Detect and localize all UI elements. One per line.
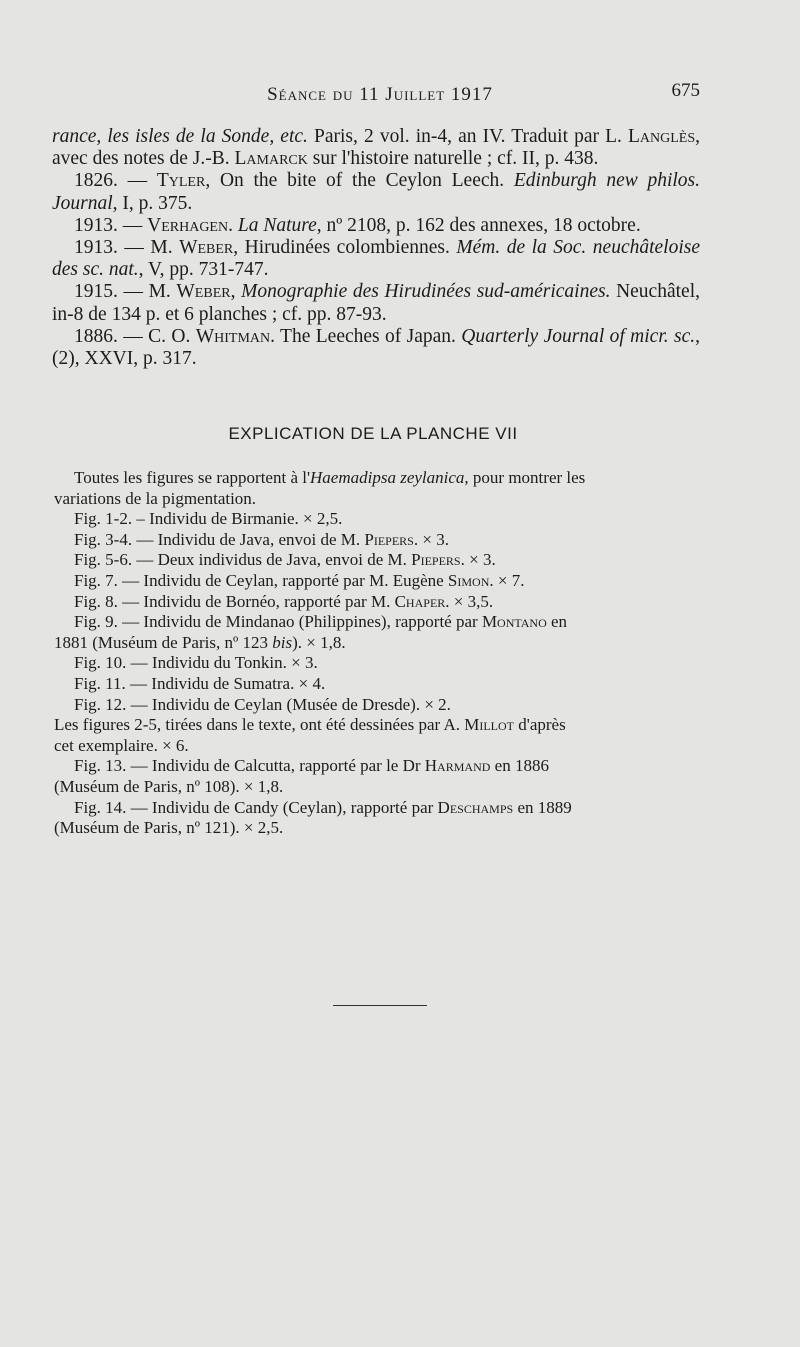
text-run: , (230, 281, 242, 303)
text-run: Fig. 10. — Individu du Tonkin. × 3. (74, 653, 318, 673)
text-run: d'après (514, 715, 566, 735)
text-run: Fig. 13. — Individu de Calcutta, rapporté par le Dr (74, 756, 425, 776)
text-run: , On the bite of the Ceylon Leech. (205, 170, 514, 192)
text-run: , pour montrer les (464, 468, 586, 487)
text-run: Fig. 1-2. – Individu de Birmanie. × 2,5. (74, 509, 343, 529)
section-title: EXPLICATION DE LA PLANCHE VII (228, 424, 518, 443)
italic-text: La Nature (237, 214, 317, 236)
text-run: . × 3. (413, 529, 449, 549)
author-name: Whitman (195, 325, 271, 347)
text-run: . × 3,5. (445, 591, 494, 611)
text-run: — C. O. (117, 325, 196, 347)
text-run: , nº 2108, p. 162 des annexes, 18 octobre. (316, 214, 641, 236)
text-run: , Hirudinées colombiennes. (233, 237, 457, 259)
author-name: Chaper (394, 591, 446, 611)
author-name: Verhagen (147, 214, 229, 236)
explanation-line (54, 509, 700, 530)
text-run: , (2), XXVI, p. 317. (52, 325, 701, 370)
italic-text: Monographie des Hirudinées sud-américaines. (241, 281, 611, 303)
text-run: Fig. 11. — Individu de Sumatra. × 4. (74, 673, 326, 693)
author-name: Piepers (411, 550, 461, 570)
italic-text: rance, les isles de la Sonde, etc. (52, 126, 308, 147)
explanation-line (54, 777, 700, 798)
text-run: Fig. 5-6. — Deux individus de Java, envoi de M. (74, 550, 412, 570)
author-name: Weber (179, 237, 234, 259)
text-run: Fig. 12. — Individu de Ceylan (Musée de Dresde). × 2. (74, 694, 451, 714)
reference-entry (52, 281, 700, 325)
reference-entry (52, 326, 700, 370)
reference-year: 1913. (74, 214, 118, 236)
italic-text: Haemadipsa zeylanica (310, 468, 465, 487)
explanation-line (54, 695, 700, 716)
page-header (60, 80, 700, 110)
text-run: Les figures 2-5, tirées dans le texte, ont été dessinées par A. (54, 715, 465, 735)
text-run: Neuchâtel, in-8 de 134 p. et 6 planches ; cf. pp. 87-93. (52, 281, 700, 325)
reference-year: 1826. (74, 170, 118, 192)
text-run: (Muséum de Paris, nº 121). × 2,5. (54, 818, 284, 838)
text-run: en 1889 (513, 797, 572, 817)
explanation-line (54, 736, 700, 757)
text-run: Fig. 8. — Individu de Bornéo, rapporté par M. (74, 591, 395, 611)
text-run: sur l'histoire naturelle ; cf. II, p. 438. (307, 148, 599, 170)
explanation-line (54, 489, 700, 510)
author-name: Harmand (424, 756, 491, 776)
text-run: , avec des notes de J.-B. (52, 126, 700, 170)
running-title: Séance du 11 Juillet 1917 (267, 84, 493, 105)
text-run: ). × 1,8. (292, 632, 346, 652)
text-run: , I, p. 375. (112, 192, 193, 214)
author-name: Millot (464, 715, 515, 735)
author-name: Deschamps (437, 797, 514, 817)
text-run: Fig. 9. — Individu de Mindanao (Philippines), rapporté par (74, 612, 482, 632)
text-run: (Muséum de Paris, nº 108). × 1,8. (54, 776, 284, 796)
explanation-line (54, 530, 700, 551)
text-run: . The Leeches of Japan. (270, 325, 462, 347)
explanation-line (54, 550, 700, 571)
explanation-line (54, 715, 700, 736)
author-name: Montano (481, 612, 547, 632)
author-name: Piepers (364, 529, 414, 549)
italic-text: Edinburgh new philos. Journal (52, 170, 701, 214)
reference-year: 1913. (74, 237, 118, 259)
plate-explanation (54, 468, 700, 839)
text-run: Fig. 3-4. — Individu de Java, envoi de M. (74, 529, 365, 549)
text-run: — M. (117, 237, 180, 259)
explanation-line (54, 756, 700, 777)
reference-entry (52, 170, 700, 214)
explanation-line (54, 592, 700, 613)
author-name: Langlès (627, 126, 696, 147)
text-run: Paris, 2 vol. in-4, an IV. Traduit par L. (307, 126, 628, 147)
text-run: en (546, 612, 568, 632)
reference-year: 1886. (74, 325, 118, 347)
italic-text: Quarterly Journal of micr. sc. (461, 325, 696, 347)
reference-entry (52, 237, 700, 281)
reference-entry (52, 215, 700, 237)
author-name: Tyler (156, 170, 206, 192)
italic-text: bis (272, 632, 293, 652)
explanation-line (54, 653, 700, 674)
text-run: variations de la pigmentation. (54, 488, 257, 508)
text-run: — M. (117, 281, 177, 303)
author-name: Lamarck (234, 148, 308, 170)
text-run: cet exemplaire. × 6. (54, 735, 189, 755)
explanation-line (54, 674, 700, 695)
text-run: en 1886 (490, 756, 549, 776)
text-run: Toutes les figures se rapportent à l' (74, 468, 311, 487)
explanation-line (54, 818, 700, 839)
explanation-line (54, 468, 700, 489)
explanation-line (54, 612, 700, 633)
explanation-line (54, 798, 700, 819)
reference-entry (52, 126, 700, 170)
text-run: . × 7. (489, 570, 525, 590)
text-run: . (228, 214, 238, 236)
end-rule (333, 1005, 427, 1006)
text-run: , V, pp. 731-747. (138, 259, 269, 281)
reference-year: 1915. (74, 281, 118, 303)
bibliography-references (52, 126, 700, 370)
explanation-line (54, 571, 700, 592)
text-run: 1881 (Muséum de Paris, nº 123 (54, 632, 273, 652)
author-name: Simon (447, 570, 490, 590)
text-run: Fig. 14. — Individu de Candy (Ceylan), rapporté par (74, 797, 438, 817)
text-run: Fig. 7. — Individu de Ceylan, rapporté par M. Eugène (74, 570, 448, 590)
author-name: Weber (176, 281, 231, 303)
text-run: — (117, 170, 157, 192)
explanation-line (54, 633, 700, 654)
page-number: 675 (671, 80, 700, 101)
italic-text: Mém. de la Soc. neuchâteloise des sc. nat. (52, 237, 700, 281)
text-run: . × 3. (460, 550, 496, 570)
text-run: — (117, 214, 148, 236)
